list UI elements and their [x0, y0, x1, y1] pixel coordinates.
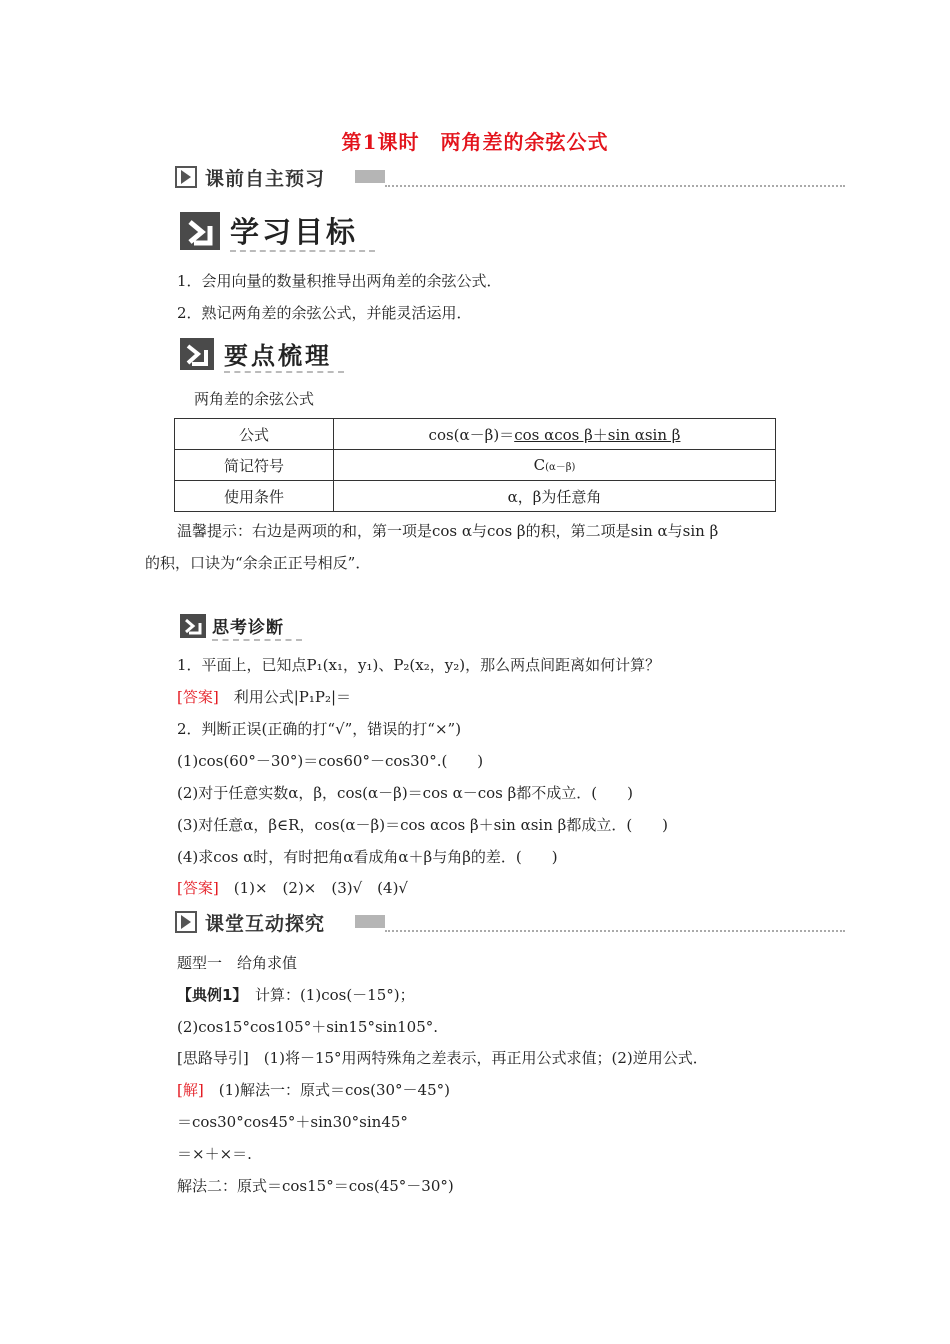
- judge-item: (1)cos(60°－30°)＝cos60°－cos30°.( ): [177, 752, 484, 770]
- table-cell-label: 简记符号: [175, 450, 334, 481]
- section-underline: [212, 639, 302, 641]
- tip-line: 温馨提示：右边是两项的和，第一项是cos α与cos β的积，第二项是sin α与sin β: [177, 522, 719, 540]
- table-cell-value: [334, 419, 776, 450]
- answer-label: [答案]: [177, 879, 219, 897]
- section-underline: [230, 250, 375, 252]
- section-underline: [224, 371, 344, 373]
- table-cell-value: [334, 481, 776, 512]
- answer-text: (1)× (2)× (3)√ (4)√: [233, 879, 408, 897]
- table-cell-label: 使用条件: [175, 481, 334, 512]
- banner-gray-block: [355, 170, 385, 183]
- guide-line: [思路导引] (1)将－15°用两特殊角之差表示，再正用公式求值；(2)逆用公式．: [177, 1049, 708, 1067]
- table-row: [175, 419, 776, 450]
- section-think-title: 思考诊断: [212, 618, 284, 638]
- goal-item: 2．熟记两角差的余弦公式，并能灵活运用．: [177, 304, 472, 322]
- arrow-icon: [175, 166, 199, 188]
- value-prefix: α，β为任意角: [507, 487, 602, 506]
- arrow-icon: [175, 911, 199, 933]
- example-label: 【典例1】: [177, 986, 240, 1004]
- banner-preview-title: 课前自主预习: [205, 168, 326, 190]
- judge-item: (3)对任意α，β∈R，cos(α－β)＝cos αcos β＋sin αsin β都成立．( ): [177, 816, 669, 834]
- goal-item: 1．会用向量的数量积推导出两角差的余弦公式．: [177, 272, 502, 290]
- type-heading: 题型一 给角求值: [177, 954, 298, 972]
- answer-text: 利用公式|P₁P₂|＝: [233, 688, 352, 706]
- solution-line: 解法二：原式＝cos15°＝cos(45°－30°): [177, 1177, 454, 1195]
- judge-item: (2)对于任意实数α，β，cos(α－β)＝cos α－cos β都不成立．( ): [177, 784, 633, 802]
- banner-classroom-title: 课堂互动探究: [205, 913, 326, 935]
- section-arrow-box: [180, 212, 220, 250]
- value-prefix: C: [533, 456, 546, 474]
- table-row: [175, 450, 776, 481]
- value-prefix: cos(α－β)＝: [428, 425, 515, 444]
- banner-dotted-line: [385, 185, 845, 187]
- judge-item: (4)求cos α时，有时把角α看成角α＋β与角β的差．( ): [177, 848, 558, 866]
- banner-gray-block: [355, 915, 385, 928]
- banner-dotted-line: [385, 930, 845, 932]
- solution-label: [解]: [177, 1081, 204, 1099]
- example-line: [177, 984, 415, 1005]
- solution-line: [177, 1079, 450, 1100]
- example-text: 计算：(1)cos(－15°)；: [254, 986, 415, 1004]
- question: 2．判断正误(正确的打“√”，错误的打“×”): [177, 720, 462, 738]
- section-arrow-box: [180, 338, 214, 370]
- section-points-title: 要点梳理: [224, 342, 332, 370]
- table-caption: 两角差的余弦公式: [194, 390, 315, 408]
- question: 1．平面上，已知点P₁(x₁，y₁)、P₂(x₂，y₂)，那么两点间距离如何计算？: [177, 656, 661, 674]
- check-arrow-icon: [180, 212, 220, 250]
- check-arrow-icon: [180, 338, 214, 370]
- table-cell-value: [334, 450, 776, 481]
- value-underlined: cos αcos β＋sin αsin β: [514, 425, 681, 444]
- tip-line: 的积，口诀为“余余正正号相反”．: [145, 554, 371, 572]
- solution-line: ＝cos30°cos45°＋sin30°sin45°: [177, 1113, 408, 1131]
- section-goals-title: 学习目标: [230, 215, 359, 249]
- table-cell-label: 公式: [175, 419, 334, 450]
- answer-line: [177, 877, 408, 898]
- table-row: [175, 481, 776, 512]
- solution-text: (1)解法一：原式＝cos(30°－45°): [218, 1081, 450, 1099]
- page-title: 第1课时 两角差的余弦公式: [341, 130, 609, 154]
- formula-table: [174, 418, 776, 512]
- section-arrow-box: [180, 614, 206, 638]
- solution-line: ＝×＋×＝.: [177, 1145, 252, 1163]
- answer-line: [177, 686, 351, 707]
- check-arrow-icon: [180, 614, 206, 638]
- answer-label: [答案]: [177, 688, 219, 706]
- value-subscript: (α－β): [545, 462, 576, 473]
- example-line: (2)cos15°cos105°＋sin15°sin105°.: [177, 1018, 439, 1036]
